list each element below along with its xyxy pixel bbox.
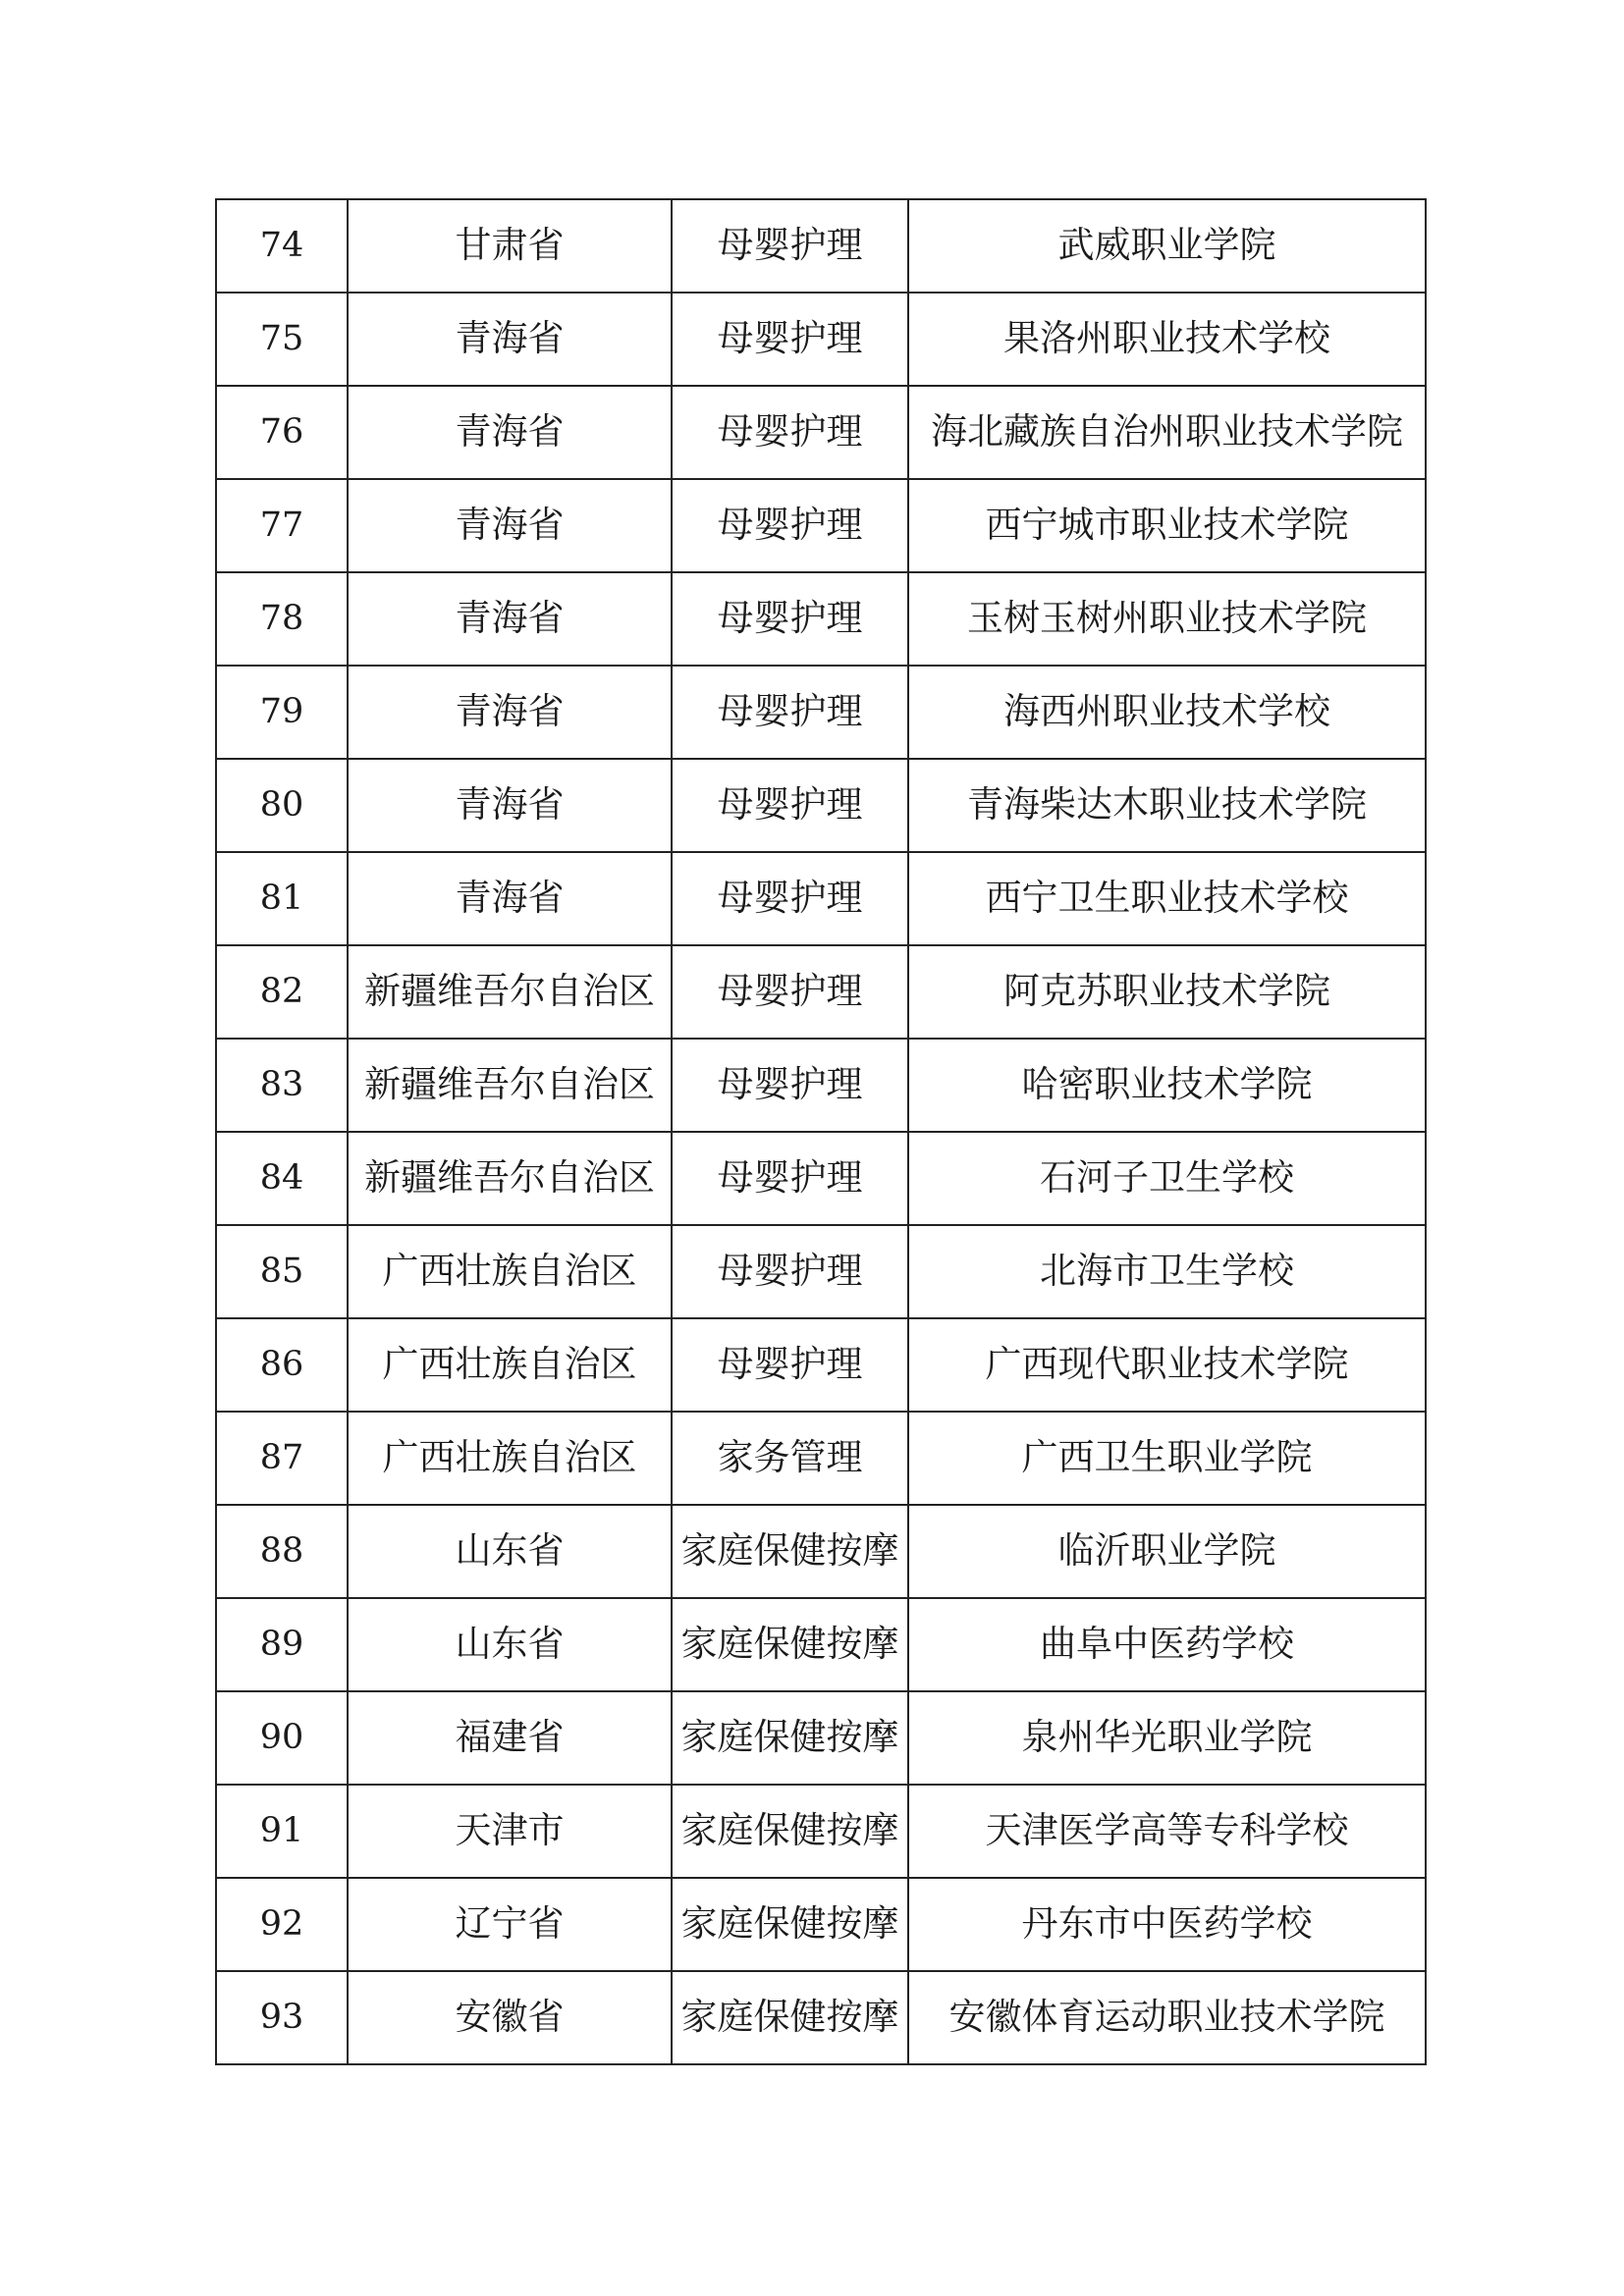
row-number: 85 xyxy=(216,1225,348,1318)
school-cell: 玉树玉树州职业技术学院 xyxy=(908,572,1426,666)
school-cell: 海北藏族自治州职业技术学院 xyxy=(908,386,1426,479)
school-cell: 阿克苏职业技术学院 xyxy=(908,945,1426,1039)
region-cell: 安徽省 xyxy=(348,1971,672,2064)
school-cell: 临沂职业学院 xyxy=(908,1505,1426,1598)
major-cell: 家庭保健按摩 xyxy=(672,1971,908,2064)
major-cell: 母婴护理 xyxy=(672,1225,908,1318)
major-cell: 母婴护理 xyxy=(672,945,908,1039)
table-row xyxy=(216,1132,1426,1225)
school-cell: 安徽体育运动职业技术学院 xyxy=(908,1971,1426,2064)
school-cell: 石河子卫生学校 xyxy=(908,1132,1426,1225)
region-cell: 青海省 xyxy=(348,759,672,852)
table-row xyxy=(216,479,1426,572)
region-cell: 辽宁省 xyxy=(348,1878,672,1971)
table-row xyxy=(216,1318,1426,1412)
region-cell: 青海省 xyxy=(348,666,672,759)
school-cell: 西宁卫生职业技术学校 xyxy=(908,852,1426,945)
row-number: 76 xyxy=(216,386,348,479)
row-number: 86 xyxy=(216,1318,348,1412)
major-cell: 母婴护理 xyxy=(672,293,908,386)
major-cell: 母婴护理 xyxy=(672,572,908,666)
row-number: 77 xyxy=(216,479,348,572)
school-cell: 曲阜中医药学校 xyxy=(908,1598,1426,1691)
row-number: 78 xyxy=(216,572,348,666)
row-number: 90 xyxy=(216,1691,348,1785)
region-cell: 新疆维吾尔自治区 xyxy=(348,1132,672,1225)
major-cell: 家庭保健按摩 xyxy=(672,1505,908,1598)
table-row xyxy=(216,199,1426,293)
school-list-table xyxy=(215,198,1427,2065)
table-row xyxy=(216,1225,1426,1318)
row-number: 83 xyxy=(216,1039,348,1132)
table-row xyxy=(216,1505,1426,1598)
row-number: 84 xyxy=(216,1132,348,1225)
table-row xyxy=(216,1691,1426,1785)
school-cell: 泉州华光职业学院 xyxy=(908,1691,1426,1785)
major-cell: 家庭保健按摩 xyxy=(672,1878,908,1971)
major-cell: 家庭保健按摩 xyxy=(672,1691,908,1785)
region-cell: 青海省 xyxy=(348,386,672,479)
major-cell: 家庭保健按摩 xyxy=(672,1598,908,1691)
major-cell: 母婴护理 xyxy=(672,479,908,572)
table-row xyxy=(216,759,1426,852)
region-cell: 新疆维吾尔自治区 xyxy=(348,1039,672,1132)
row-number: 80 xyxy=(216,759,348,852)
table-row xyxy=(216,1785,1426,1878)
major-cell: 母婴护理 xyxy=(672,199,908,293)
major-cell: 家务管理 xyxy=(672,1412,908,1505)
table-row xyxy=(216,945,1426,1039)
table-row xyxy=(216,1598,1426,1691)
row-number: 82 xyxy=(216,945,348,1039)
school-cell: 北海市卫生学校 xyxy=(908,1225,1426,1318)
region-cell: 新疆维吾尔自治区 xyxy=(348,945,672,1039)
region-cell: 福建省 xyxy=(348,1691,672,1785)
major-cell: 母婴护理 xyxy=(672,386,908,479)
table-row xyxy=(216,852,1426,945)
school-cell: 广西现代职业技术学院 xyxy=(908,1318,1426,1412)
major-cell: 母婴护理 xyxy=(672,666,908,759)
school-cell: 哈密职业技术学院 xyxy=(908,1039,1426,1132)
school-cell: 青海柴达木职业技术学院 xyxy=(908,759,1426,852)
row-number: 89 xyxy=(216,1598,348,1691)
row-number: 81 xyxy=(216,852,348,945)
table-row xyxy=(216,1039,1426,1132)
region-cell: 广西壮族自治区 xyxy=(348,1412,672,1505)
school-cell: 丹东市中医药学校 xyxy=(908,1878,1426,1971)
table-row xyxy=(216,1971,1426,2064)
row-number: 87 xyxy=(216,1412,348,1505)
region-cell: 天津市 xyxy=(348,1785,672,1878)
table-row xyxy=(216,572,1426,666)
row-number: 88 xyxy=(216,1505,348,1598)
school-cell: 果洛州职业技术学校 xyxy=(908,293,1426,386)
major-cell: 母婴护理 xyxy=(672,1318,908,1412)
school-cell: 西宁城市职业技术学院 xyxy=(908,479,1426,572)
school-cell: 海西州职业技术学校 xyxy=(908,666,1426,759)
region-cell: 山东省 xyxy=(348,1598,672,1691)
major-cell: 家庭保健按摩 xyxy=(672,1785,908,1878)
table-body xyxy=(216,199,1426,2064)
region-cell: 广西壮族自治区 xyxy=(348,1318,672,1412)
major-cell: 母婴护理 xyxy=(672,852,908,945)
table-row xyxy=(216,1412,1426,1505)
region-cell: 青海省 xyxy=(348,852,672,945)
table-row xyxy=(216,386,1426,479)
school-cell: 武威职业学院 xyxy=(908,199,1426,293)
row-number: 91 xyxy=(216,1785,348,1878)
major-cell: 母婴护理 xyxy=(672,759,908,852)
table-row xyxy=(216,666,1426,759)
region-cell: 甘肃省 xyxy=(348,199,672,293)
region-cell: 广西壮族自治区 xyxy=(348,1225,672,1318)
school-cell: 广西卫生职业学院 xyxy=(908,1412,1426,1505)
table-row xyxy=(216,1878,1426,1971)
major-cell: 母婴护理 xyxy=(672,1039,908,1132)
row-number: 92 xyxy=(216,1878,348,1971)
table-row xyxy=(216,293,1426,386)
row-number: 74 xyxy=(216,199,348,293)
row-number: 79 xyxy=(216,666,348,759)
major-cell: 母婴护理 xyxy=(672,1132,908,1225)
region-cell: 青海省 xyxy=(348,479,672,572)
region-cell: 青海省 xyxy=(348,293,672,386)
row-number: 75 xyxy=(216,293,348,386)
region-cell: 山东省 xyxy=(348,1505,672,1598)
row-number: 93 xyxy=(216,1971,348,2064)
school-cell: 天津医学高等专科学校 xyxy=(908,1785,1426,1878)
region-cell: 青海省 xyxy=(348,572,672,666)
